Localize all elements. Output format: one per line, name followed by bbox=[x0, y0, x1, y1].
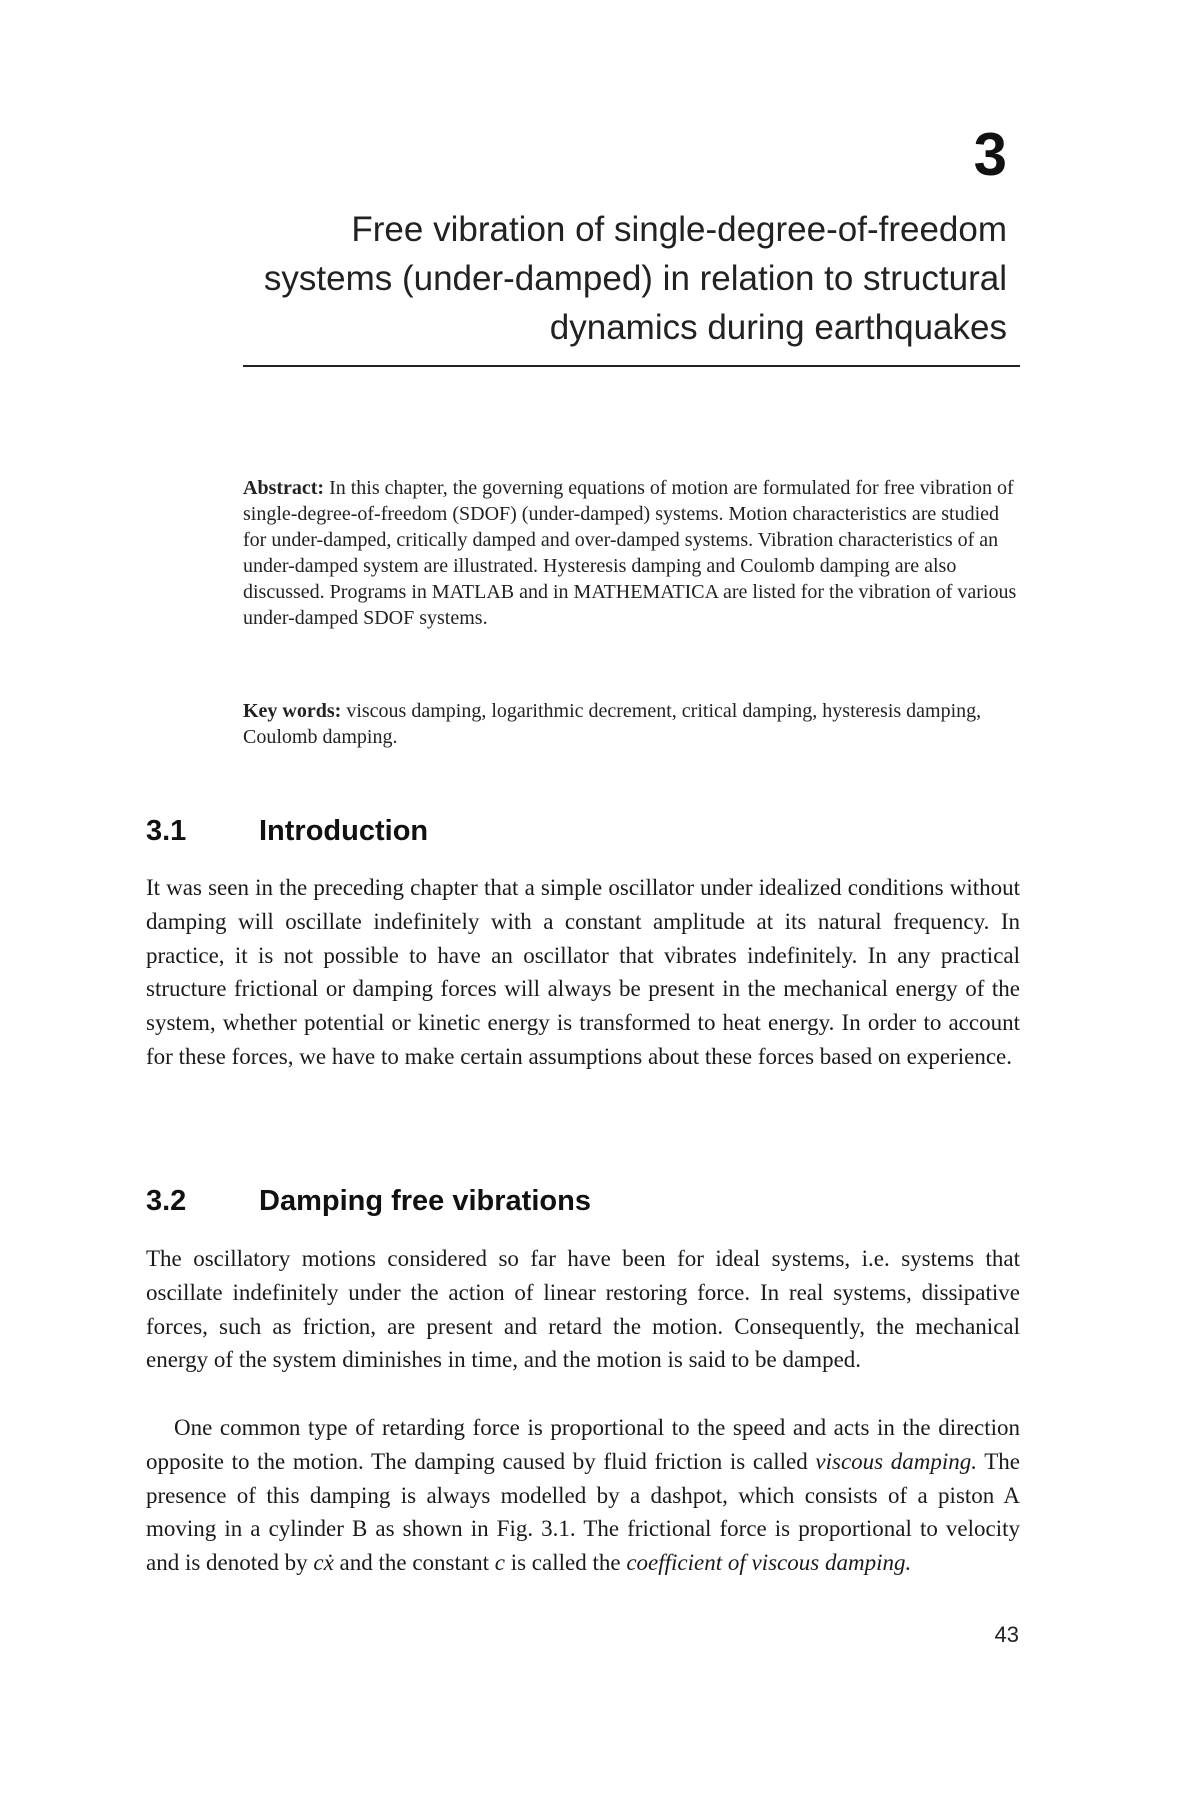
introduction-paragraph: It was seen in the preceding chapter that a simple oscillator under idealized conditions without damping will oscillate indefinitely with a constant amplitude at its natural frequency. In practice, it is not possible to have an oscillator that vibrates indefinitely. In any practical structure frictional or damping forces will always be present in the mechanical energy of the system, whether potential or kinetic energy is transformed to heat energy. In order to account for these forces, we have to make certain assumptions about these forces based on experience. bbox=[146, 875, 1020, 1069]
section-number: 3.1 bbox=[146, 815, 187, 847]
keywords bbox=[243, 698, 1020, 750]
section-title: Damping free vibrations bbox=[259, 1185, 591, 1217]
abstract bbox=[243, 475, 1020, 631]
abstract-text: In this chapter, the governing equations of motion are formulated for free vibration of single-degree-of-freedom (SDOF) (under-damped) systems. Motion characteristics are studied for under-damped, critically damped and over-damped systems. Vibration characteristics of an under-damped system are illustrated. Hysteresis damping and Coulomb damping are also discussed. Programs in MATLAB and in MATHEMATICA are listed for the vibration of various under-damped SDOF systems. bbox=[243, 477, 1017, 629]
paragraph-text: and the constant bbox=[339, 1550, 489, 1576]
damping-paragraph-1: The oscillatory motions considered so far have been for ideal systems, i.e. systems that oscillate indefinitely under the action of linear restoring force. In real systems, dissipative forces, such as friction, are present and retard the motion. Consequently, the mechanical energy of the system diminishes in time, and the motion is said to be damped. bbox=[146, 1246, 1020, 1373]
chapter-number: 3 bbox=[973, 121, 1007, 188]
symbol-c: c bbox=[494, 1550, 505, 1576]
section-heading-3-2 bbox=[146, 1187, 591, 1216]
chapter-title: Free vibration of single-degree-of-freedom systems (under-damped) in relation to structural dynamics during earthquakes bbox=[263, 210, 1007, 347]
term-viscous-damping: viscous damping. bbox=[815, 1448, 978, 1474]
section-heading-3-1 bbox=[146, 817, 428, 846]
keywords-text: viscous damping, logarithmic decrement, critical damping, hysteresis damping, Coulomb damping. bbox=[243, 700, 982, 748]
title-divider bbox=[243, 365, 1020, 367]
page-number: 43 bbox=[994, 1622, 1019, 1647]
abstract-label: Abstract: bbox=[243, 477, 325, 499]
paragraph-text: is called the bbox=[510, 1550, 621, 1576]
damping-paragraph-2 bbox=[146, 1411, 1020, 1580]
section-number: 3.2 bbox=[146, 1185, 187, 1217]
symbol-c-xdot: cẋ bbox=[313, 1550, 334, 1576]
section-title: Introduction bbox=[259, 815, 429, 847]
paragraph-text: The presence of this damping is always modelled by a dashpot, which consists of a piston A moving in a cylinder B as shown in Fig. 3.1. The frictional force is proportional to velocity and is denoted by bbox=[146, 1448, 1021, 1576]
term-coefficient-of-viscous-damping: coefficient of viscous damping. bbox=[626, 1550, 912, 1576]
paragraph-text: One common type of retarding force is proportional to the speed and acts in the direction opposite to the motion. The damping caused by fluid friction is called bbox=[146, 1415, 1020, 1474]
keywords-label: Key words: bbox=[243, 700, 342, 722]
